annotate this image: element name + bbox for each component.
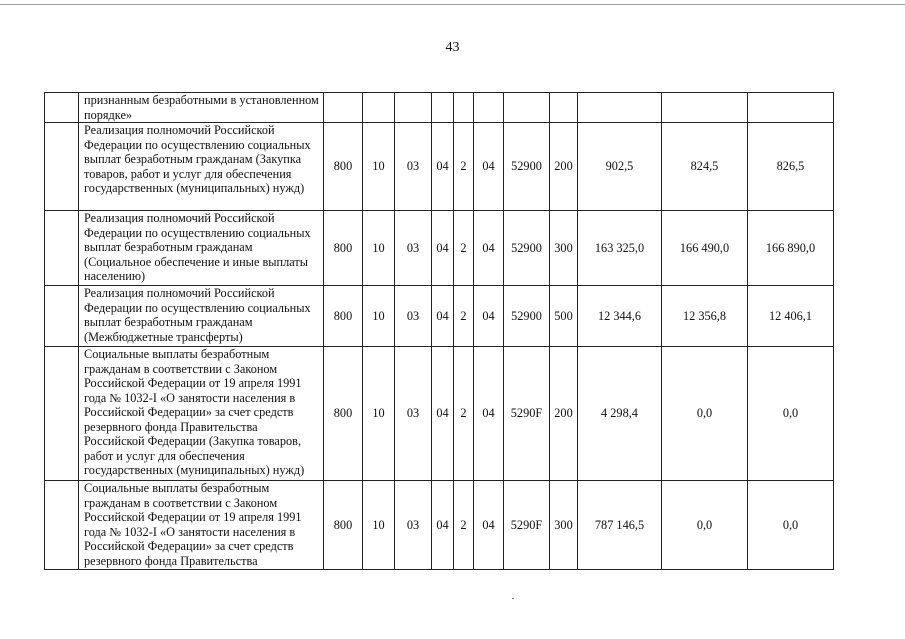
code-cell xyxy=(395,93,432,123)
code-cell: 2 xyxy=(454,211,474,286)
description-cell: Социальные выплаты безработным гражданам в соответствии с Законом Российской Федерации от 19 апреля 1991 года № 1032-I «О занятости населения в Российской Федерации» за счет средств резервного фонда Правительства xyxy=(79,481,324,570)
code-cell: 04 xyxy=(474,347,504,481)
description-cell: Реализация полномочий Российской Федерации по осуществлению социальных выплат безработным гражданам (Закупка товаров, работ и услуг для обеспечения государственных (муниципальных) нужд) xyxy=(79,123,324,211)
page-number: 43 xyxy=(445,40,460,55)
code-cell: 04 xyxy=(474,481,504,570)
code-cell: 03 xyxy=(395,481,432,570)
code-cell: 10 xyxy=(363,347,395,481)
code-cell: 2 xyxy=(454,123,474,211)
amount-cell: 0,0 xyxy=(748,347,834,481)
amount-cell: 4 298,4 xyxy=(578,347,662,481)
code-cell: 800 xyxy=(324,481,363,570)
description-cell: Реализация полномочий Российской Федерации по осуществлению социальных выплат безработным гражданам (Социальное обеспечение и иные выплаты населению) xyxy=(79,211,324,286)
code-cell: 03 xyxy=(395,123,432,211)
amount-cell: 787 146,5 xyxy=(578,481,662,570)
description-cell: Социальные выплаты безработным гражданам в соответствии с Законом Российской Федерации от 19 апреля 1991 года № 1032-I «О занятости населения в Российской Федерации» за счет средств резервного фонда Правительства Российской Федерации (Закупка товаров, работ и услуг для обеспечения государственных (муниципальных) нужд) xyxy=(79,347,324,481)
code-cell: 52900 xyxy=(504,211,550,286)
amount-cell xyxy=(578,93,662,123)
code-cell: 800 xyxy=(324,123,363,211)
table-row xyxy=(45,93,834,123)
code-cell: 200 xyxy=(550,347,578,481)
amount-cell xyxy=(662,93,748,123)
code-cell: 2 xyxy=(454,347,474,481)
amount-cell: 826,5 xyxy=(748,123,834,211)
code-cell: 04 xyxy=(474,123,504,211)
budget-table xyxy=(44,92,834,570)
code-cell: 5290F xyxy=(504,347,550,481)
code-cell: 52900 xyxy=(504,286,550,347)
code-cell: 04 xyxy=(432,347,454,481)
amount-cell: 824,5 xyxy=(662,123,748,211)
number-cell xyxy=(45,286,79,347)
code-cell xyxy=(504,93,550,123)
number-cell xyxy=(45,481,79,570)
code-cell: 03 xyxy=(395,347,432,481)
code-cell: 04 xyxy=(432,286,454,347)
amount-cell: 0,0 xyxy=(662,481,748,570)
table-row xyxy=(45,123,834,211)
amount-cell xyxy=(748,93,834,123)
code-cell: 04 xyxy=(432,211,454,286)
amount-cell: 12 344,6 xyxy=(578,286,662,347)
amount-cell: 166 890,0 xyxy=(748,211,834,286)
amount-cell: 12 356,8 xyxy=(662,286,748,347)
code-cell: 04 xyxy=(474,286,504,347)
code-cell xyxy=(454,93,474,123)
code-cell xyxy=(474,93,504,123)
number-cell xyxy=(45,93,79,123)
amount-cell: 166 490,0 xyxy=(662,211,748,286)
scan-speck xyxy=(512,598,514,599)
code-cell: 52900 xyxy=(504,123,550,211)
code-cell: 10 xyxy=(363,481,395,570)
code-cell: 03 xyxy=(395,286,432,347)
amount-cell: 163 325,0 xyxy=(578,211,662,286)
code-cell xyxy=(432,93,454,123)
code-cell: 5290F xyxy=(504,481,550,570)
code-cell: 10 xyxy=(363,211,395,286)
code-cell: 300 xyxy=(550,211,578,286)
number-cell xyxy=(45,347,79,481)
amount-cell: 0,0 xyxy=(662,347,748,481)
number-cell xyxy=(45,123,79,211)
code-cell: 300 xyxy=(550,481,578,570)
code-cell: 04 xyxy=(432,123,454,211)
code-cell: 04 xyxy=(432,481,454,570)
amount-cell: 902,5 xyxy=(578,123,662,211)
table-row xyxy=(45,347,834,481)
amount-cell: 0,0 xyxy=(748,481,834,570)
page-top-rule xyxy=(0,4,905,5)
amount-cell: 12 406,1 xyxy=(748,286,834,347)
code-cell: 2 xyxy=(454,481,474,570)
table-row xyxy=(45,286,834,347)
code-cell: 800 xyxy=(324,347,363,481)
code-cell: 03 xyxy=(395,211,432,286)
code-cell xyxy=(324,93,363,123)
code-cell xyxy=(363,93,395,123)
code-cell: 10 xyxy=(363,286,395,347)
table-row xyxy=(45,211,834,286)
code-cell: 800 xyxy=(324,286,363,347)
code-cell: 200 xyxy=(550,123,578,211)
code-cell: 04 xyxy=(474,211,504,286)
code-cell xyxy=(550,93,578,123)
table-row xyxy=(45,481,834,570)
code-cell: 10 xyxy=(363,123,395,211)
code-cell: 500 xyxy=(550,286,578,347)
number-cell xyxy=(45,211,79,286)
code-cell: 800 xyxy=(324,211,363,286)
code-cell: 2 xyxy=(454,286,474,347)
description-cell: Реализация полномочий Российской Федерации по осуществлению социальных выплат безработным гражданам (Межбюджетные трансферты) xyxy=(79,286,324,347)
description-cell: признанным безработными в установленном порядке» xyxy=(79,93,324,123)
